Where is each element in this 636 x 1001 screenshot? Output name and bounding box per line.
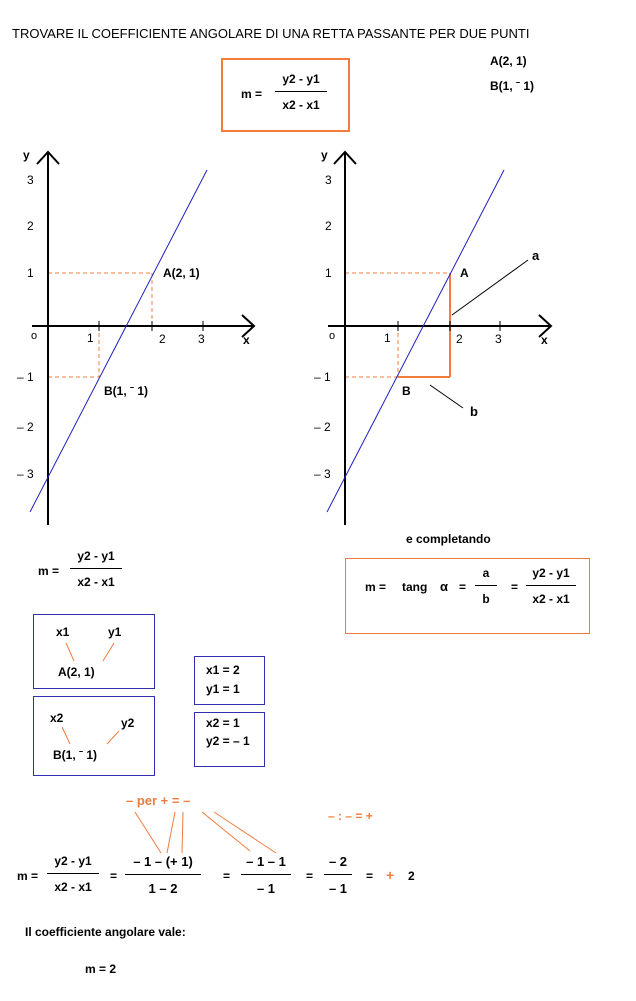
formula-m: m = [241,87,263,101]
side-b-label: b [470,404,478,419]
y-axis-label: y [321,148,328,162]
point-a-coords: A(2, 1) [58,665,95,679]
conclusion-text: Il coefficiente angolare vale: [25,925,186,939]
calc-result: 2 [408,869,415,883]
values-y2: y2 = – 1 [206,734,250,748]
xtick-1: 1 [87,331,94,345]
conclusion-result: m = 2 [85,962,117,976]
values-x2: x2 = 1 [206,716,240,730]
point-a-label: A [460,266,469,280]
sign-rule-connectors [100,800,300,860]
completing-eq: = [459,580,467,594]
xtick-3: 3 [198,332,205,346]
calc-fraction-1: y2 - y1 x2 - x1 [47,854,99,894]
formula-numerator: y2 - y1 [282,72,320,86]
line-ab [30,170,207,512]
ratio-numerator: a [482,566,490,580]
origin-label: o [31,330,38,342]
ytick-2: 2 [27,219,34,233]
sign-rule-div: – : – = + [328,809,373,823]
point-a-connectors [33,614,153,687]
side-a-label: a [532,248,540,263]
point-a-label: A(2, 1) [163,266,200,280]
ytick-1: 1 [27,266,34,280]
point-b-label: B [402,384,411,398]
calc-fraction-3: – 1 – 1 – 1 [241,854,291,896]
ytick-neg1: – 1 [314,370,331,384]
point-b-y-label: y2 [121,716,135,730]
ratio-fraction [475,566,497,606]
ytick-neg3: – 3 [17,467,34,481]
values-y1: y1 = 1 [206,682,240,696]
calc-fraction-4: – 2 – 1 [324,854,352,896]
xtick-1: 1 [384,331,391,345]
ytick-3: 3 [27,173,34,187]
graph-left [0,140,310,530]
xtick-3: 3 [495,332,502,346]
alpha-symbol: α [440,579,448,594]
completing-fraction [526,566,576,606]
point-b-coords: B(1, ˉ 1) [53,748,98,762]
ytick-3: 3 [325,173,332,187]
completing-caption: e completando [406,532,491,546]
point-a-y-label: y1 [108,625,122,639]
sign-rule-per: – per + = – [126,793,191,808]
ytick-1: 1 [325,266,332,280]
given-point-b: B(1, ˉ 1) [490,79,535,93]
y-axis-label: y [23,148,30,162]
calc-sign: + [386,867,395,883]
xtick-2: 2 [159,332,166,346]
page-title: TROVARE IL COEFFICIENTE ANGOLARE DI UNA RETTA PASSANTE PER DUE PUNTI [12,26,530,41]
x-axis-label: x [541,333,548,347]
graph-right [300,140,636,530]
completing-tang: tang [402,580,428,594]
ytick-neg3: – 3 [314,467,331,481]
ytick-2: 2 [325,219,332,233]
pointer-b [430,385,463,408]
given-point-a: A(2, 1) [490,54,527,68]
completing-denominator: x2 - x1 [532,592,570,606]
formula-fraction [275,72,327,112]
formula2-numerator: y2 - y1 [77,549,115,563]
point-b-x-label: x2 [50,711,64,725]
fraction-bar [275,91,327,92]
completing-m: m = [365,580,387,594]
line-ab [327,170,504,512]
origin-label: o [329,330,336,342]
formula2-denominator: x2 - x1 [77,575,115,589]
x-axis-label: x [243,333,250,347]
completing-numerator: y2 - y1 [532,566,570,580]
formula-denominator: x2 - x1 [282,98,320,112]
values-x1: x1 = 2 [206,663,240,677]
completing-eq2: = [511,580,519,594]
formula2-m: m = [38,564,60,578]
calc-eq-2: = [223,869,231,883]
xtick-2: 2 [456,332,463,346]
calc-eq-1: = [110,869,118,883]
calc-eq-3: = [306,869,314,883]
point-a-x-label: x1 [56,625,70,639]
calc-eq-4: = [366,869,374,883]
formula2-fraction [70,549,122,589]
ytick-neg1: – 1 [17,370,34,384]
ytick-neg2: – 2 [314,420,331,434]
ratio-denominator: b [482,592,490,606]
calc-m: m = [17,869,39,883]
calc-fraction-2: – 1 – (+ 1) 1 – 2 [125,854,201,896]
ytick-neg2: – 2 [17,420,34,434]
point-b-label: B(1, ˉ 1) [104,384,149,398]
point-b-connectors [33,696,153,774]
